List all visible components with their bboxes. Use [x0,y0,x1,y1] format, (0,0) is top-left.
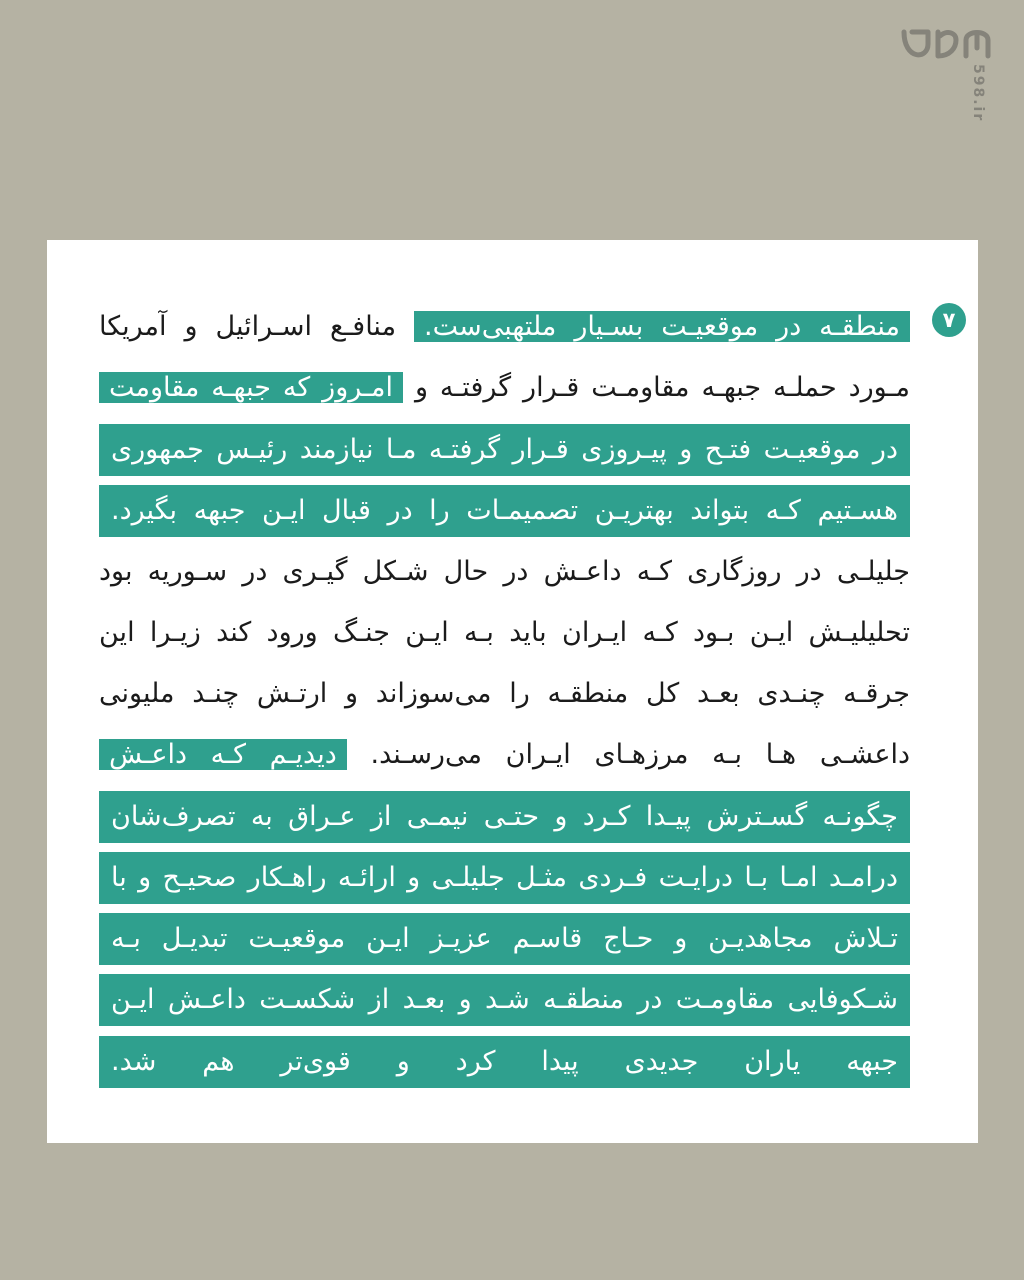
text-line [99,729,910,781]
highlighted-text: جبهه یاران جدیدی پیدا کرد و قوی‌تر هم شد. [111,1046,898,1077]
body-text: جلیلـی در روزگاری کـه داعـش در حال شـکل گیـری در سـوریه بود [99,556,910,587]
highlighted-text: در موقعیـت فتـح و پیـروزی قـرار گرفتـه مـا نیازمند رئیـس جمهوری [111,434,898,465]
text-line [99,485,910,537]
highlighted-text: تـلاش مجاهدیـن و حـاج قاسـم عزیـز ایـن موقعیـت تبدیـل بـه [111,923,898,954]
highlighted-text: دیدیـم کـه داعـش [99,739,347,770]
content-card [47,240,978,1143]
site-logo [898,22,996,66]
text-line [99,362,910,414]
text-line [99,913,910,965]
text-line [99,668,910,720]
highlighted-text: چگونـه گسـترش پیـدا کـرد و حتـی نیمـی از عـراق به تصرف‌شان [111,801,898,832]
text-line [99,974,910,1026]
highlighted-text: شـکوفایی مقاومـت در منطقـه شـد و بعـد از شکسـت داعـش ایـن [111,984,898,1015]
body-text: داعشـی هـا بـه مرزهـای ایـران می‌رسـند. [370,739,911,770]
text-line [99,852,910,904]
highlighted-text: منطقـه در موقعیـت بسـیار ملتهبی‌ست. [414,311,910,342]
site-url: 598.ir [970,64,986,123]
highlighted-text: هسـتیم کـه بتواند بهتریـن تصمیمـات را در قبال ایـن جبهه بگیرد. [111,495,898,526]
highlighted-text: درامـد امـا بـا درایـت فـردی مثـل جلیلـی و ارائـه راهـکار صحیـح و با [111,862,898,893]
item-number-badge: ۷ [932,303,966,337]
text-line [99,424,910,476]
text-line [99,301,910,353]
text-line [99,607,910,659]
body-text: تحلیلیـش ایـن بـود کـه ایـران باید بـه ایـن جنـگ ورود کند زیـرا این [99,617,910,648]
text-line [99,546,910,598]
body-text: منافـع اسـرائیل و آمریکا [99,311,397,342]
text-line [99,791,910,843]
highlighted-text: امـروز که جبهـه مقاومت [99,372,403,403]
text-line [99,1036,910,1088]
body-text: مـورد حملـه جبهـه مقاومـت قـرار گرفتـه و [414,372,910,403]
body-text: جرقـه چنـدی بعـد کل منطقـه را می‌سوزاند و ارتـش چنـد ملیونی [99,678,910,709]
